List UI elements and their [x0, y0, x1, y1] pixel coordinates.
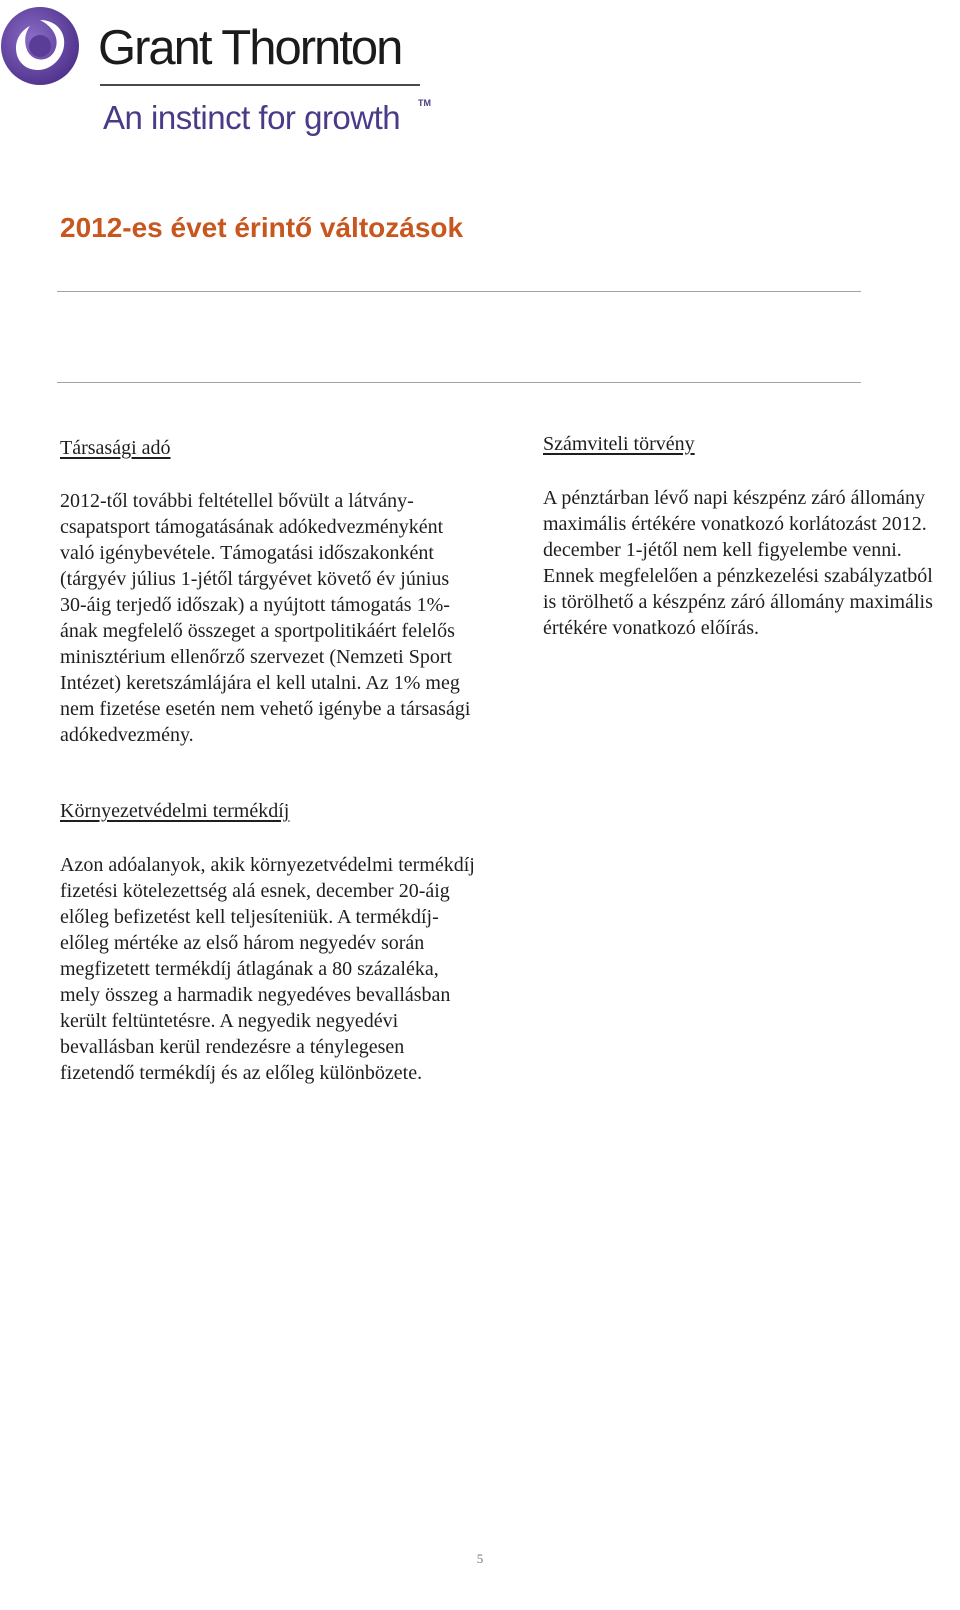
- grant-thornton-ring-logo-icon: [0, 4, 90, 94]
- section-heading-szamviteli-torveny: Számviteli törvény: [543, 433, 695, 455]
- section-heading-tarsasagi-ado: Társasági adó: [60, 437, 171, 459]
- title-divider-bottom: [57, 382, 861, 383]
- section-heading-kornyezetvedelmi-termekdij: Környezetvédelmi termékdíj: [60, 800, 290, 822]
- brand-name: Grant Thornton: [98, 21, 402, 75]
- grant-thornton-logo: [0, 0, 440, 150]
- brand-tagline: An instinct for growth: [103, 99, 401, 136]
- page-number: 5: [476, 1551, 484, 1566]
- brand-divider: [100, 84, 420, 86]
- trademark-mark: TM: [418, 98, 431, 108]
- page-title: 2012-es évet érintő változások: [60, 212, 464, 243]
- section-body-kornyezetvedelmi-termekdij: Azon adóalanyok, akik környezetvédelmi termékdíj fizetési kötelezettség alá esnek, december 20-áig előleg befizetést kell teljesíteniük. A termékdíj-előleg mértéke az első három negyedév során megfizetett termékdíj átlagának a 80 százaléka, mely összeg a harmadik negyedéves bevallásban került feltüntetésre. A negyedik negyedévi bevallásban kerül rendezésre a ténylegesen fizetendő termékdíj és az előleg különbözete.: [60, 854, 475, 1084]
- title-divider-top: [57, 291, 861, 292]
- section-body-szamviteli-torveny: A pénztárban lévő napi készpénz záró állomány maximális értékére vonatkozó korlátozást 2012. december 1-jétől nem kell figyelembe venni. Ennek megfelelően a pénzkezelési szabályzatból is törölhető a készpénz záró állomány maximális értékére vonatkozó előírás.: [543, 487, 933, 639]
- section-body-tarsasagi-ado: 2012-től további feltétellel bővült a látvány-csapatsport támogatásának adókedvezményként való igénybevétele. Támogatási időszakonként (tárgyév július 1-jétől tárgyévet követő év június 30-áig terjedő időszak) a nyújtott támogatás 1%-ának megfelelő összeget a sportpolitikáért felelős minisztérium ellenőrző szervezet (Nemzeti Sport Intézet) keretszámlájára el kell utalni. Az 1% meg nem fizetése esetén nem vehető igénybe a társasági adókedvezmény.: [60, 490, 471, 746]
